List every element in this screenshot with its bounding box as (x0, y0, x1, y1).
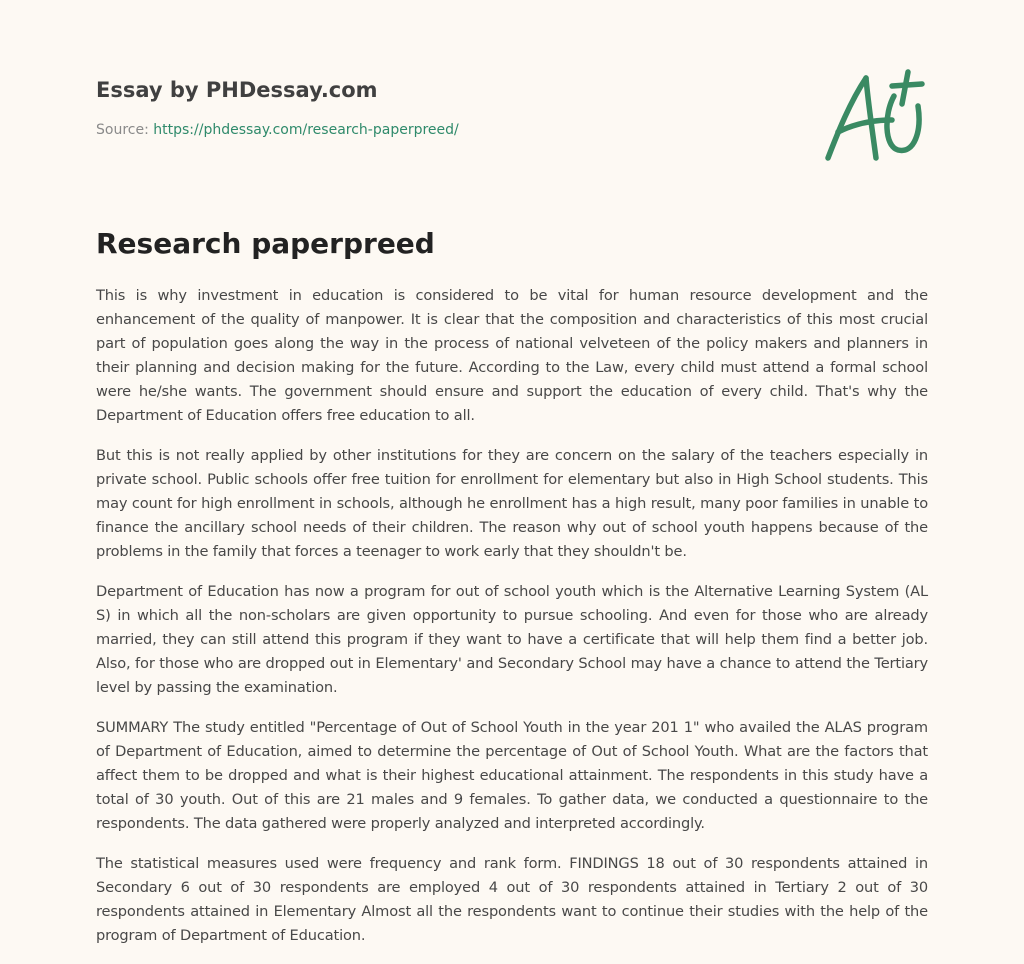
essay-paragraph: But this is not really applied by other institutions for they are concern on the salary of the teachers especially in private school. Public schools offer free tuition for enrollment for elementary but also in High School students. This may count for high enrollment in schools, although he enrollment has a high result, many poor families in unable to finance the ancillary school needs of their children. The reason why out of school youth happens because of the problems in the family that forces a teenager to work early that they shouldn't be. (96, 447, 928, 560)
essay-paragraph: The statistical measures used were frequency and rank form. FINDINGS 18 out of 30 respondents attained in Secondary 6 out of 30 respondents are employed 4 out of 30 respondents attained in Tertiary 2 out of 30 respondents attained in Elementary Almost all the respondents want to continue their studies with the help of the program of Department of Education. (96, 855, 928, 944)
essay-paragraph: This is why investment in education is considered to be vital for human resource development and the enhancement of the quality of manpower. It is clear that the composition and characteristics of this most crucial part of population goes along the way in the process of national velveteen of the policy makers and planners in their planning and decision making for the future. According to the Law, every child must attend a formal school were he/she wants. The government should ensure and support the education of every child. That's why the Department of Education offers free education to all. (96, 287, 928, 424)
source-label: Source: (96, 122, 149, 138)
essay-paragraph: Department of Education has now a program for out of school youth which is the Alternative Learning System (AL S) in which all the non-scholars are given opportunity to pursue schooling. And even for those who are already married, they can still attend this program if they want to have a certificate that will help them find a better job. Also, for those who are dropped out in Elementary' and Secondary School may have a chance to attend the Tertiary level by passing the examination. (96, 583, 928, 696)
site-title: Essay by PHDessay.com (96, 78, 378, 102)
a-plus-logo-icon (818, 62, 938, 172)
essay-body (96, 284, 928, 964)
source-link[interactable]: https://phdessay.com/research-paperpreed/ (153, 122, 459, 138)
essay-title: Research paperpreed (96, 227, 435, 260)
source-line (96, 120, 796, 140)
essay-paragraph: SUMMARY The study entitled "Percentage of Out of School Youth in the year 201 1" who availed the ALAS program of Department of Education, aimed to determine the percentage of Out of School Youth. What are the factors that affect them to be dropped and what is their highest educational attainment. The respondents in this study have a total of 30 youth. Out of this are 21 males and 9 females. To gather data, we conducted a questionnaire to the respondents. The data gathered were properly analyzed and interpreted accordingly. (96, 719, 928, 832)
page-header (96, 74, 796, 140)
